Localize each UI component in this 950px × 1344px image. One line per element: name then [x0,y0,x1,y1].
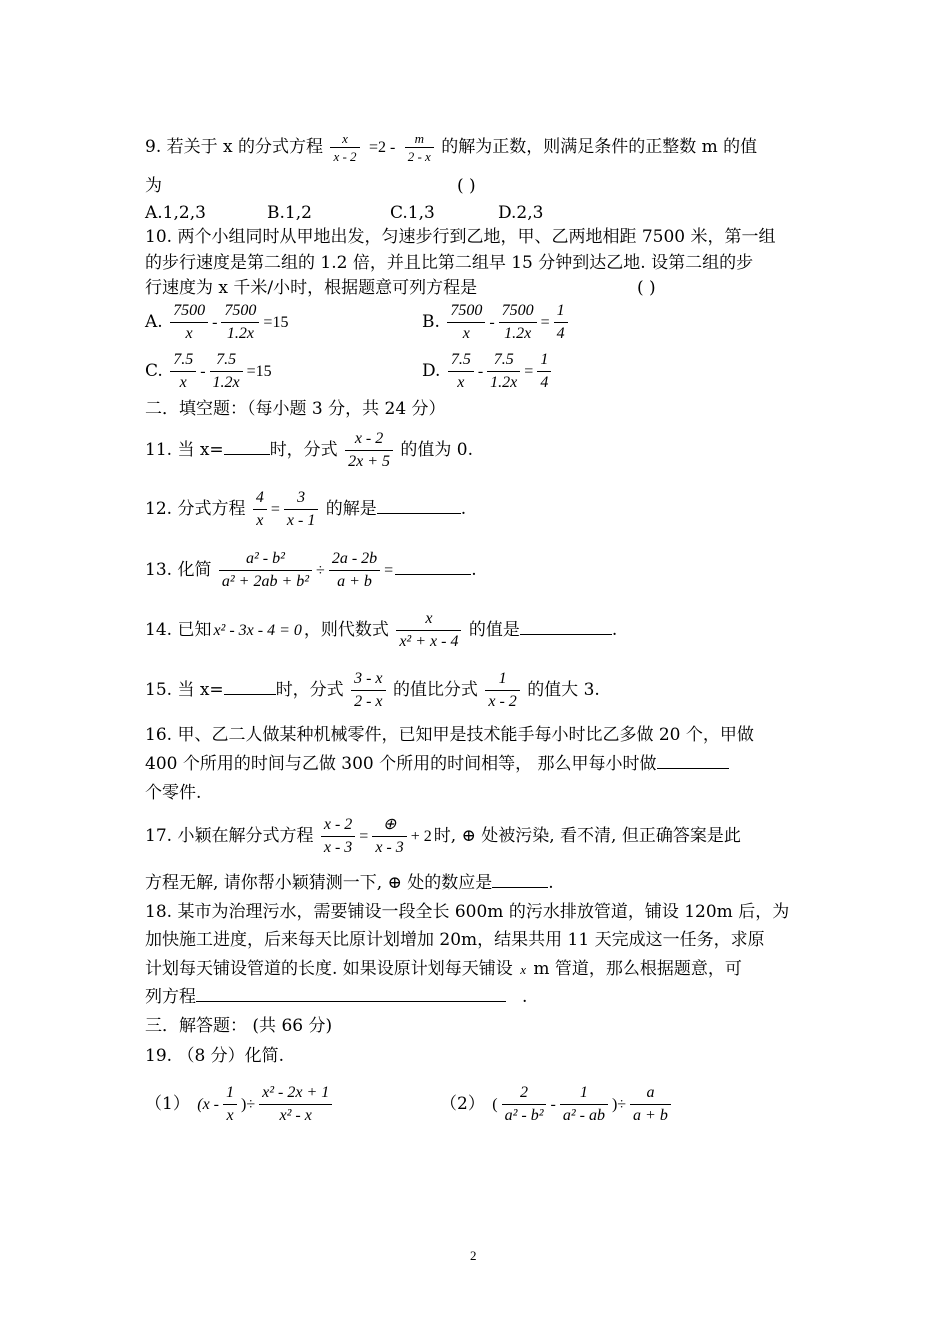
fraction [499,300,537,345]
rhs: =15 [246,363,272,380]
numerator: 2a - 2b [329,548,380,571]
question-10-line2: 的步行速度是第二组的 1.2 倍，并且比第二组早 15 分钟到达乙地. 设第二组的步 [145,253,754,273]
fraction [485,668,519,713]
q13-text: 13. 化简 [145,560,212,580]
denominator: x [226,1107,234,1124]
fraction [487,349,520,394]
period: . [611,620,618,640]
expr-open: (x - [197,1096,219,1113]
period: . [460,499,467,519]
q9-text-suffix: 的解为正数，则满足条件的正整数 m 的值 [441,137,758,157]
equals: = [359,828,369,845]
fraction [284,487,318,532]
numerator: 7500 [221,300,259,323]
numerator: 7500 [170,300,208,323]
divide: ÷ [316,562,325,579]
q10-option-d: D. $\frac{7.5}{x}$ - $\frac{7.5}{1.2x}$ = $\frac{1}{4}$ [422,349,553,394]
denominator: 4 [556,325,565,342]
denominator: x - 3 [375,839,404,856]
fraction [329,548,380,593]
fraction [372,814,406,859]
denominator: a + b [633,1107,668,1124]
numerator: 7500 [447,300,485,323]
q10-option-c: C. $\frac{7.5}{x}$ - $\frac{7.5}{1.2x}$ =15 [145,349,274,394]
numerator: x - 2 [345,428,393,451]
question-18-line2: 加快施工进度，后来每天比原计划增加 20m，结果共用 11 天完成这一任务，求原 [145,930,765,950]
answer-bracket: ( ) [637,278,656,298]
numerator: 1 [485,668,519,691]
equals: = [384,562,394,579]
denominator: x [185,325,193,342]
equation: x² - 3x - 4 = 0 [213,622,302,639]
q14-text: ，则代数式 [303,620,389,640]
q11-text: 时，分式 [269,440,338,460]
fraction [253,487,267,532]
q9-fraction-1 [330,130,359,165]
q14-text: 14. 已知 [145,620,212,640]
q18-text: 列方程 [145,987,196,1007]
numerator: 7.5 [448,349,474,372]
numerator: a² - b² [219,548,312,571]
fraction [502,1082,547,1127]
question-14 [145,608,617,653]
numerator: 2 [502,1082,547,1105]
fraction [221,300,259,345]
q15-text: 时，分式 [275,680,344,700]
denominator: x - 2 [488,693,517,710]
q16-text: 400 个所用的时间与乙做 300 个所用的时间相等， 那么甲每小时做 [145,754,657,774]
option-label: D. [422,361,441,381]
q18-text: m 管道，那么根据题意，可 [533,959,742,979]
numerator: 3 - x [351,668,385,691]
option-d: D.2,3 [498,203,544,223]
denominator: x - 1 [286,512,316,529]
question-18-line4 [145,985,527,1009]
q11-text: 11. 当 x= [145,440,224,460]
question-19-title: 19. （8 分）化简. [145,1046,285,1066]
option-b: B.1,2 [267,203,312,223]
question-16-line3: 个零件. [145,783,202,803]
answer-blank[interactable] [377,497,461,514]
question-15 [145,668,600,713]
denominator: 2 - x [354,693,383,710]
fraction [396,608,461,653]
plus-term: + 2 [410,828,432,845]
page-number: 2 [470,1248,477,1263]
fraction [170,300,208,345]
question-11 [145,428,473,473]
q12-text: 12. 分式方程 [145,499,246,519]
numerator: 1 [223,1082,237,1105]
numerator: ⊕ [372,814,406,837]
fraction [259,1082,332,1127]
q14-text: 的值是 [468,620,520,640]
q17-text: 17. 小颖在解分式方程 [145,826,314,846]
fraction [448,349,474,394]
denominator: x [256,512,264,529]
answer-blank[interactable] [520,618,612,635]
variable: x [520,962,526,977]
denominator: x - 2 [333,149,357,164]
numerator: x [396,608,461,631]
denominator: 2 - x [407,149,431,164]
option-c: C.1,3 [390,203,435,223]
question-19-part2 [440,1082,673,1127]
period: . [548,873,554,893]
question-13 [145,548,477,593]
q15-text: 的值大 3. [527,680,600,700]
option-a: A.1,2,3 [145,203,206,223]
question-12 [145,487,466,532]
fraction [223,1082,237,1127]
option-label: C. [145,361,163,381]
numerator: x [330,130,359,148]
section-3-heading: 三．解答题： (共 66 分) [145,1016,333,1036]
period: . [522,987,528,1007]
part-label: （2） [440,1094,485,1114]
question-16-line2 [145,752,729,776]
question-17-line2 [145,871,554,895]
fraction [537,349,551,394]
q10-option-b: B. $\frac{7500}{x}$ - $\frac{7500}{1.2x}$ = $\frac{1}{4}$ [422,300,570,345]
option-label: B. [422,312,440,332]
question-9-line2 [145,174,476,198]
denominator: a² + 2ab + b² [221,573,310,590]
numerator: 7.5 [487,349,520,372]
numerator: 3 [284,487,318,510]
numerator: 1 [554,300,568,323]
expr-close: )÷ [241,1096,256,1113]
fraction [219,548,312,593]
denominator: x [462,325,470,342]
answer-blank[interactable] [395,558,471,575]
numerator: 7.5 [170,349,196,372]
q9-fraction-2 [405,130,434,165]
answer-blank[interactable] [224,678,276,695]
numerator: x - 2 [321,814,355,837]
option-label: A. [145,312,163,332]
denominator: x² + x - 4 [399,633,459,650]
answer-blank[interactable] [492,871,548,888]
q17-text: 时, ⊕ 处被污染, 看不清, 但正确答案是此 [433,826,741,846]
denominator: x - 3 [323,839,353,856]
expr-open: ( [492,1096,498,1113]
numerator: m [405,130,434,148]
denominator: a + b [337,573,372,590]
fraction [630,1082,671,1127]
denominator: a² - b² [504,1107,544,1124]
part-label: （1） [145,1094,190,1114]
denominator: 1.2x [226,325,254,342]
fraction [345,428,393,473]
q10-line3-text: 行速度为 x 千米/小时，根据题意可列方程是 [145,278,478,298]
q17-text: 方程无解, 请你帮小颖猜测一下, ⊕ 处的数应是 [145,873,493,893]
minus: - [550,1096,556,1113]
question-16-line1: 16. 甲、乙二人做某种机械零件，已知甲是技术能手每小时比乙多做 20 个，甲做 [145,725,754,745]
fraction [321,814,355,859]
question-9 [145,130,757,165]
equals: = [270,501,280,518]
answer-blank[interactable] [224,438,270,455]
numerator: 1 [560,1082,608,1105]
denominator: a² - ab [562,1107,605,1124]
question-10-line3 [145,276,656,300]
numerator: a [630,1082,671,1105]
numerator: 7.5 [210,349,243,372]
numerator: 4 [253,487,267,510]
numerator: x² - 2x + 1 [259,1082,332,1105]
rhs: =15 [263,314,289,331]
q9-line2: 为 [145,176,162,196]
q9-operator: =2 - [368,139,396,156]
question-19-part1 [145,1082,334,1127]
question-10-line1: 10. 两个小组同时从甲地出发，匀速步行到乙地，甲、乙两地相距 7500 米，第一组 [145,227,776,247]
q12-text: 的解是 [325,499,377,519]
q10-option-a: A. $\frac{7500}{x}$ - $\frac{7500}{1.2x}$ =15 [145,300,290,345]
denominator: x² - x [279,1107,312,1124]
denominator: 4 [540,374,549,391]
numerator: 7500 [499,300,537,323]
q11-text: 的值为 0. [400,440,474,460]
denominator: x [457,374,465,391]
answer-blank[interactable] [657,752,729,769]
numerator: 1 [537,349,551,372]
question-18-line1: 18. 某市为治理污水，需要铺设一段全长 600m 的污水排放管道，铺设 120m 后，为 [145,902,790,922]
section-2-heading: 二．填空题：（每小题 3 分，共 24 分） [145,399,446,419]
question-17 [145,814,741,859]
fraction [351,668,385,713]
answer-blank[interactable] [196,985,506,1002]
denominator: 1.2x [490,374,518,391]
q9-text: 9. 若关于 x 的分式方程 [145,137,324,157]
denominator: 2x + 5 [348,453,390,470]
fraction [170,349,196,394]
question-18-line3 [145,957,742,982]
fraction [560,1082,608,1127]
denominator: 1.2x [212,374,240,391]
q15-text: 15. 当 x= [145,680,224,700]
fraction [210,349,243,394]
period: . [471,560,477,580]
answer-bracket: ( ) [457,176,476,196]
fraction [447,300,485,345]
denominator: 1.2x [504,325,532,342]
fraction [554,300,568,345]
denominator: x [179,374,187,391]
expr-close: )÷ [611,1096,627,1113]
q18-text: 计划每天铺设管道的长度. 如果设原计划每天铺设 [145,959,513,979]
q15-text: 的值比分式 [392,680,478,700]
